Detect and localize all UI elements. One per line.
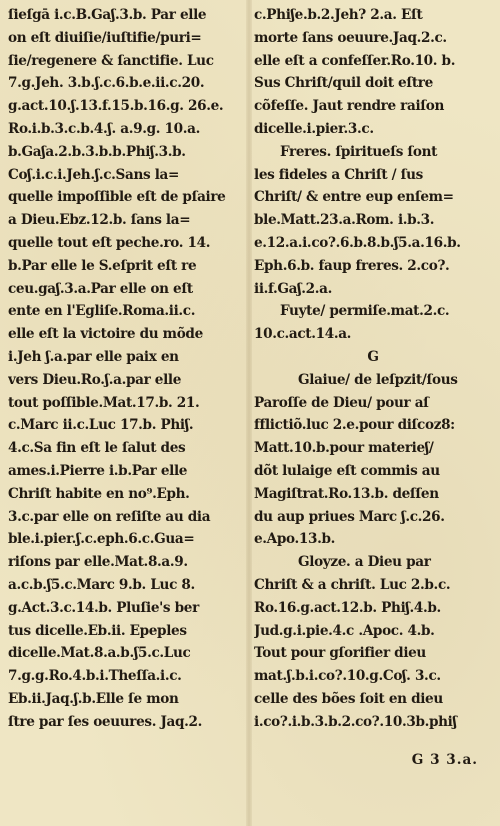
- text-line: i.co?.i.b.3.b.2.co?.10.3b.phiʃ: [254, 713, 457, 730]
- text-line: Chriſt habite en no⁹.Eph.: [8, 485, 190, 502]
- text-line: Tout pour gſorifier dieu: [254, 645, 426, 662]
- text-line: ente en l'Egliſe.Roma.ii.c.: [8, 303, 196, 320]
- text-line: elle eſt a confeſſer.Ro.10. b.: [254, 52, 456, 69]
- text-line: on eſt diuiſie/iuſtifie/puri=: [8, 29, 202, 46]
- text-line: ames.i.Pierre i.b.Par elle: [8, 462, 188, 479]
- text-line: b.Par elle le S.eſprit eſt re: [8, 257, 197, 274]
- text-line: celle des bões ſoit en dieu: [254, 690, 443, 707]
- text-line: i.Jeh ʃ.a.par elle paix en: [8, 348, 179, 365]
- text-line: ſtre par ſes oeuures. Jaq.2.: [8, 713, 203, 730]
- text-line: tout poſſible.Mat.17.b. 21.: [8, 394, 200, 411]
- text-line: Chriſt & a chriſt. Luc 2.b.c.: [254, 576, 451, 593]
- text-line: cõfeſſe. Jaut rendre raiſon: [254, 98, 445, 115]
- text-line: Jud.g.i.pie.4.c .Apoc. 4.b.: [254, 622, 435, 639]
- text-line: 3.c.par elle on reſiſte au dia: [8, 508, 211, 525]
- text-line: Ro.i.b.3.c.b.4.ʃ. a.9.g. 10.a.: [8, 120, 200, 137]
- text-line: Matt.10.b.pour materieʃ/: [254, 440, 434, 457]
- text-line: 7.g.Jeh. 3.b.ʃ.c.6.b.e.ii.c.20.: [8, 75, 205, 92]
- text-line: du aup priues Marc ʃ.c.26.: [254, 508, 445, 525]
- text-line: c.Marc ii.c.Luc 17.b. Phiʃ.: [8, 417, 194, 434]
- text-line: g.Act.3.c.14.b. Pluſie's ber: [8, 599, 199, 616]
- text-line: tus dicelle.Eb.ii. Epeples: [8, 622, 187, 639]
- text-line: a.c.b.ʃ5.c.Marc 9.b. Luc 8.: [8, 576, 195, 593]
- text-line: Ro.16.g.act.12.b. Phiʃ.4.b.: [254, 599, 441, 616]
- text-line: morte ſans oeuure.Jaq.2.c.: [254, 29, 447, 46]
- text-line: e.12.a.i.co?.6.b.8.b.ʃ5.a.16.b.: [254, 234, 461, 251]
- text-line: dõt lulaige eſt commis au: [254, 462, 440, 479]
- text-line: Magiſtrat.Ro.13.b. deſſen: [254, 485, 439, 502]
- left-column: [8, 4, 248, 734]
- text-line: b.Gaʃa.2.b.3.b.b.Phiʃ.3.b.: [8, 143, 186, 160]
- text-line: 10.c.act.14.a.: [254, 326, 352, 343]
- text-line: ii.f.Gaʃ.2.a.: [254, 280, 332, 297]
- right-column: [254, 4, 492, 734]
- text-line: ceu.gaʃ.3.a.Par elle on eſt: [8, 280, 193, 297]
- text-line: 7.g.g.Ro.4.b.i.Theſſa.i.c.: [8, 668, 182, 685]
- text-line: Freres. ſpiritueſs ſont: [280, 143, 438, 160]
- text-line: Coʃ.i.c.i.Jeh.ʃ.c.Sans la=: [8, 166, 180, 183]
- text-line: Paroſſe de Dieu/ pour aſ: [254, 394, 429, 411]
- text-line: a Dieu.Ebz.12.b. ſans la=: [8, 212, 191, 229]
- text-line: dicelle.Mat.8.a.b.ʃ5.c.Luc: [8, 645, 191, 662]
- text-line: Chriſt/ & entre eup enſem=: [254, 189, 454, 206]
- text-line: les fideles a Chriſt / ſus: [254, 166, 423, 183]
- text-line: 4.c.Sa fin eſt le ſalut des: [8, 440, 186, 457]
- text-line: vers Dieu.Ro.ʃ.a.par elle: [8, 371, 182, 388]
- text-line: ſie/regenere & ſanctifie. Luc: [8, 52, 214, 69]
- text-line: ble.i.pier.ʃ.c.eph.6.c.Gua=: [8, 531, 195, 548]
- text-line: mat.ʃ.b.i.co?.10.g.Coʃ. 3.c.: [254, 668, 441, 685]
- text-line: G: [367, 348, 379, 365]
- text-line: fflictiõ.luc 2.e.pour diſcoz8:: [254, 417, 455, 434]
- text-line: g.act.10.ʃ.13.f.15.b.16.g. 26.e.: [8, 98, 224, 115]
- text-line: ble.Matt.23.a.Rom. i.b.3.: [254, 212, 435, 229]
- text-line: dicelle.i.pier.3.c.: [254, 120, 374, 137]
- text-line: elle eſt la victoire du mõde: [8, 326, 203, 343]
- text-line: riſons par elle.Mat.8.a.9.: [8, 554, 188, 571]
- text-line: quelle impoſſible eſt de pſaire: [8, 189, 226, 206]
- text-line: ſieſgā i.c.B.Gaʃ.3.b. Par elle: [8, 7, 207, 23]
- signature-mark: G 3 3.a.: [411, 752, 478, 768]
- text-line: c.Phiʃe.b.2.Jeh? 2.a. Eſt: [254, 7, 423, 23]
- column-gutter: [246, 0, 252, 826]
- text-line: e.Apo.13.b.: [254, 531, 336, 548]
- text-line: Fuyte/ permiſe.mat.2.c.: [280, 303, 450, 320]
- text-line: Sus Chriſt/quil doit eſtre: [254, 75, 433, 92]
- text-line: quelle tout eſt peche.ro. 14.: [8, 234, 211, 251]
- text-line: Eb.ii.Jaq.ʃ.b.Elle ſe mon: [8, 690, 179, 707]
- text-line: Gloyze. a Dieu par: [298, 554, 431, 571]
- text-line: Eph.6.b. faup freres. 2.co?.: [254, 257, 450, 274]
- text-line: Glaiue/ de leſpzit/ſous: [298, 371, 458, 388]
